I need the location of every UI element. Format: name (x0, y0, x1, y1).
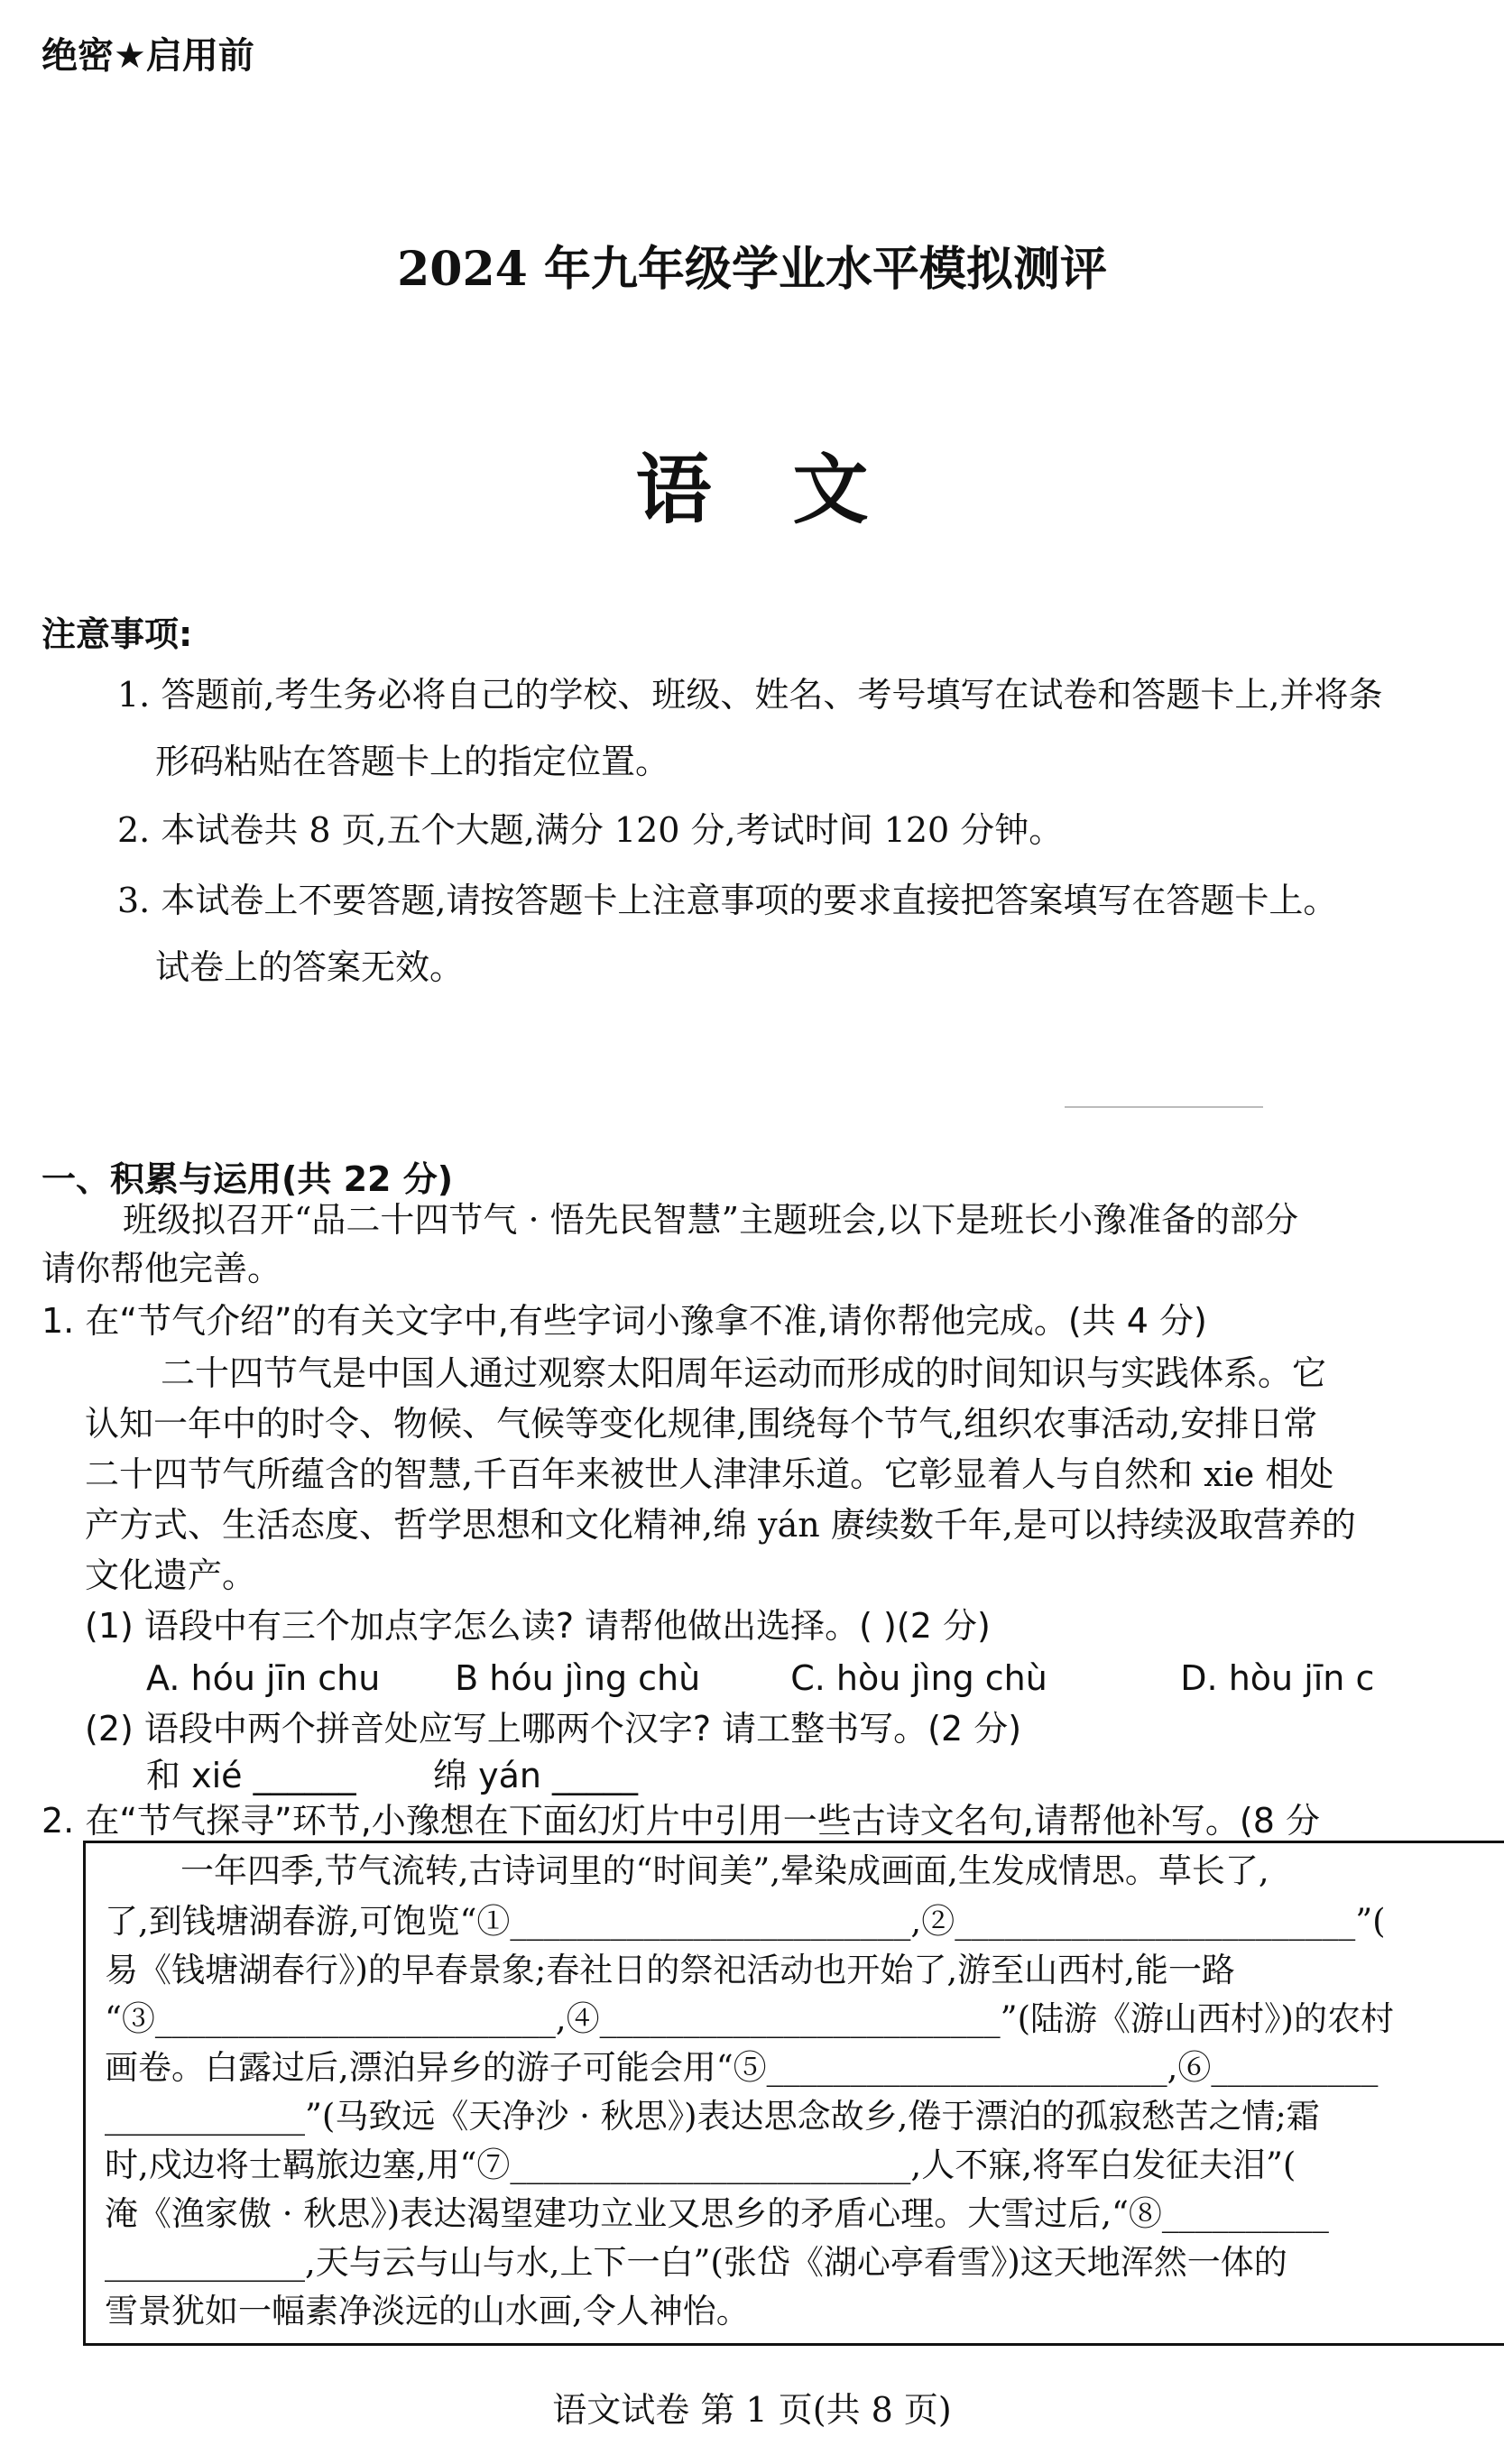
sub-question-1: (1) 语段中有三个加点字怎么读? 请帮他做出选择。( )(2 分) (85, 1606, 991, 1646)
notice-item: 形码粘贴在答题卡上的指定位置。 (155, 742, 670, 781)
box-line: 淹《渔家傲 · 秋思》)表达渴望建功立业又思乡的矛盾心理。大雪过后,“⑧__________ (105, 2194, 1329, 2233)
passage-line: 二十四节气所蕴含的智慧,千百年来被世人津津乐道。它彰显着人与自然和 xie 相处 (85, 1454, 1334, 1494)
question-2-stem: 2. 在“节气探寻”环节,小豫想在下面幻灯片中引用一些古诗文名句,请帮他补写。(8 分 (42, 1801, 1320, 1841)
box-line: “③________________________,④________________________”(陆游《游山西村》)的农村 (105, 1999, 1394, 2038)
box-line: 了,到钱塘湖春游,可饱览“①________________________,②________________________”( (105, 1902, 1386, 1941)
notice-item: 2. 本试卷共 8 页,五个大题,满分 120 分,考试时间 120 分钟。 (117, 810, 1064, 850)
passage-line: 二十四节气是中国人通过观察太阳周年运动而形成的时间知识与实践体系。它 (161, 1353, 1327, 1393)
passage-line: 产方式、生活态度、哲学思想和文化精神,绵 yán 赓续数千年,是可以持续汲取营养的 (85, 1505, 1356, 1545)
box-line: 易《钱塘湖春行》)的早春景象;春社日的祭祀活动也开始了,游至山西村,能一路 (105, 1951, 1235, 1989)
box-line: ____________”(马致远《天净沙 · 秋思》)表达思念故乡,倦于漂泊的孤寂愁苦之情;霜 (105, 2097, 1320, 2136)
section-heading: 一、积累与运用(共 22 分) (42, 1159, 454, 1199)
box-line: ____________,天与云与山与水,上下一白”(张岱《湖心亭看雪》)这天地浑然一体的 (105, 2243, 1287, 2282)
option-d: D. hòu jīn c (1180, 1658, 1375, 1698)
option-b: B hóu jìng chù (455, 1658, 701, 1698)
notice-heading: 注意事项: (42, 614, 193, 654)
faint-rule (1065, 1106, 1263, 1108)
pinyin-blank-1: 和 xié ______ (146, 1756, 356, 1795)
option-a: A. hóu jīn chu (146, 1658, 381, 1698)
subject-title: 语文 (635, 445, 950, 534)
passage-line: 文化遗产。 (85, 1555, 257, 1595)
section-intro: 请你帮他完善。 (42, 1249, 282, 1288)
page-footer: 语文试卷 第 1 页(共 8 页) (552, 2390, 952, 2430)
section-intro: 班级拟召开“品二十四节气 · 悟先民智慧”主题班会,以下是班长小豫准备的部分 (123, 1200, 1299, 1240)
box-line: 时,戍边将士羁旅边塞,用“⑦________________________,人不寐,将军白发征夫泪”( (105, 2146, 1296, 2184)
box-line: 一年四季,节气流转,古诗词里的“时间美”,晕染成画面,生发成情思。草长了, (180, 1851, 1269, 1890)
question-1-stem: 1. 在“节气介绍”的有关文字中,有些字词小豫拿不准,请你帮他完成。(共 4 分) (42, 1301, 1207, 1341)
box-line: 画卷。白露过后,漂泊异乡的游子可能会用“⑤________________________,⑥__________ (105, 2048, 1379, 2087)
exam-title: 2024 年九年级学业水平模拟测评 (397, 242, 1107, 297)
pinyin-blank-2: 绵 yán _____ (433, 1756, 639, 1795)
notice-item: 3. 本试卷上不要答题,请按答题卡上注意事项的要求直接把答案填写在答题卡上。 (117, 881, 1338, 920)
notice-item: 1. 答题前,考生务必将自己的学校、班级、姓名、考号填写在试卷和答题卡上,并将条 (117, 675, 1383, 715)
passage-line: 认知一年中的时令、物候、气候等变化规律,围绕每个节气,组织农事活动,安排日常 (85, 1404, 1318, 1444)
answer-options (146, 1658, 1374, 1700)
box-line: 雪景犹如一幅素净淡远的山水画,令人神怡。 (105, 2292, 750, 2330)
option-c: C. hòu jìng chù (790, 1658, 1047, 1698)
confidential-label: 绝密★启用前 (42, 35, 254, 77)
notice-item: 试卷上的答案无效。 (155, 947, 465, 987)
sub-question-2: (2) 语段中两个拼音处应写上哪两个汉字? 请工整书写。(2 分) (85, 1709, 1022, 1749)
